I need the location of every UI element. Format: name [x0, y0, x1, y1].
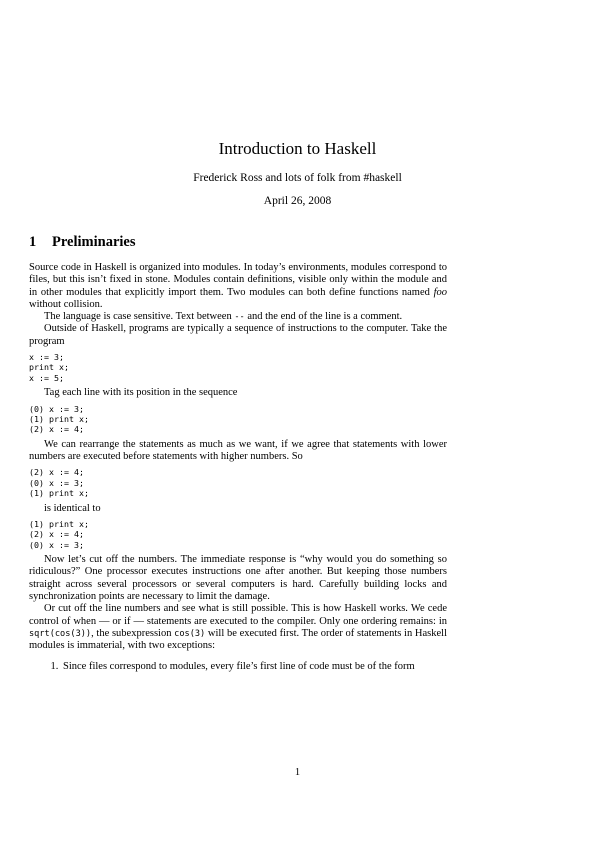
paragraph-text: Source code in Haskell is organized into modules. In today’s environments, modules correspond to files, but this isn’t fixed in stone. Modules contain definitions, visible only within the module and in other modules that explicitly import them. Two modules can both define functions named: [29, 262, 447, 298]
paragraph-text: The language is case sensitive. Text between: [44, 311, 235, 323]
paragraph-modules: [29, 262, 447, 311]
paragraph-numbers: Now let’s cut off the numbers. The immediate response is “why would you do something so ridiculous?” One processor executes instructions one after another. But keeping those numbers straight across several processors or several computers is hard. Carefully building locks and synchronization points are necessary to limit the damage.: [29, 554, 447, 603]
paragraph-program: Outside of Haskell, programs are typically a sequence of instructions to the computer. Take the program: [29, 323, 447, 347]
exceptions-list: [29, 661, 447, 673]
paragraph-tag: Tag each line with its position in the sequence: [44, 387, 238, 399]
paragraph-rearrange: We can rearrange the statements as much as we want, if we agree that statements with lower numbers are executed before statements with higher numbers. So: [29, 438, 447, 463]
code-block-rearranged: (2) x := 4; (0) x := 3; (1) print x;: [29, 467, 89, 499]
list-item: 1. Since files correspond to modules, every file’s first line of code must be of the form: [61, 661, 447, 673]
paper-date: April 26, 2008: [263, 195, 332, 207]
paragraph-text: and the end of the line is a comment.: [244, 311, 403, 323]
page-number: 1: [294, 767, 301, 778]
paragraph-haskell: [29, 603, 447, 652]
section-heading: [29, 234, 136, 251]
paper-title: Introduction to Haskell: [218, 139, 377, 158]
inline-code-cos: cos(3): [174, 628, 206, 639]
section-number: 1: [29, 234, 37, 250]
section-title: Preliminaries: [52, 234, 136, 250]
emphasis-foo: foo: [433, 286, 447, 298]
section-body: [29, 262, 447, 673]
code-block-tagged: (0) x := 3; (1) print x; (2) x := 4;: [29, 403, 89, 435]
paper-author: Frederick Ross and lots of folk from #haskell: [193, 172, 402, 184]
paragraph-case: [29, 311, 447, 323]
code-block-identical: (1) print x; (2) x := 4; (0) x := 3;: [29, 518, 89, 550]
inline-code-sqrt: sqrt(cos(3)): [29, 628, 92, 639]
inline-code-comment: --: [234, 312, 245, 323]
code-block-program: x := 3; print x; x := 5;: [29, 352, 69, 383]
paragraph-text: Or cut off the line numbers and see what is still possible. This is how Haskell works. We cede control of when — or if — statements are executed to the compiler. Only one ordering remains: in: [29, 603, 447, 627]
paragraph-text: without collision.: [29, 298, 103, 310]
paragraph-text: , the subexpression: [91, 627, 175, 639]
paragraph-text: will be executed first. The order of statements in Haskell modules is immaterial, with two exceptions:: [29, 627, 447, 652]
paragraph-identical: is identical to: [44, 502, 101, 514]
